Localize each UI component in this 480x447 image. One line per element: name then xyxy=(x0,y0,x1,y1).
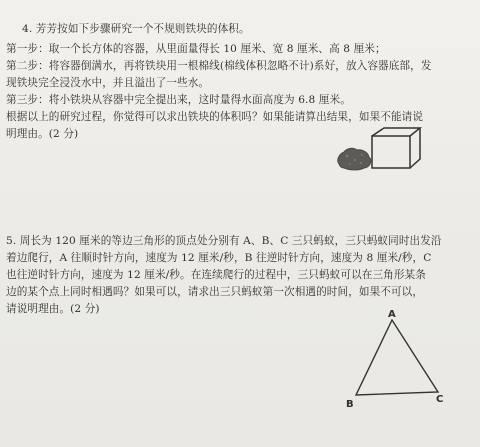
question4-step2-line2: 现铁块完全浸没水中，并且溢出了一些水。 xyxy=(6,77,210,89)
question4-step3: 第三步：将小铁块从容器中完全提出来，这时量得水面高度为 6.8 厘米。 xyxy=(6,94,351,106)
question4-title: 4. 芳芳按如下步骤研究一个不规则铁块的体积。 xyxy=(22,23,250,35)
question5-line3: 也往逆时针方向，速度为 12 厘米/秒。在连续爬行的过程中，三只蚂蚁可以在三角形某条 xyxy=(6,269,426,281)
question5-line2: 着边爬行，A 往顺时针方向，速度为 12 厘米/秒，B 往逆时针方向，速度为 8 厘米/秒，C xyxy=(6,252,432,264)
cuboid-container-illustration xyxy=(370,126,422,172)
question5-line4: 边的某个点上同时相遇吗？如果可以，请求出三只蚂蚁第一次相遇的时间，如果不可以， xyxy=(6,286,424,298)
iron-block-illustration xyxy=(334,144,374,172)
question4-step1: 第一步：取一个长方体的容器，从里面量得长 10 厘米、宽 8 厘米、高 8 厘米； xyxy=(6,43,386,55)
question5-line1: 5. 周长为 120 厘米的等边三角形的顶点处分别有 A、B、C 三只蚂蚁，三只蚂蚁同时出发沿 xyxy=(6,235,442,247)
vertex-label-c: C xyxy=(436,394,444,405)
question4-step2-line1: 第二步：将容器倒满水，再将铁块用一根棉线(棉线体积忽略不计)系好，放入容器底部，发 xyxy=(6,60,432,72)
question4-prompt-line1: 根据以上的研究过程，你觉得可以求出铁块的体积吗？如果能请算出结果，如果不能请说 xyxy=(6,111,424,123)
vertex-label-b: B xyxy=(346,399,354,410)
question4-prompt-line2: 明理由。(2 分) xyxy=(6,128,79,140)
vertex-label-a: A xyxy=(388,309,396,320)
equilateral-triangle-diagram xyxy=(338,300,462,412)
question5-line5: 请说明理由。(2 分) xyxy=(6,303,100,315)
